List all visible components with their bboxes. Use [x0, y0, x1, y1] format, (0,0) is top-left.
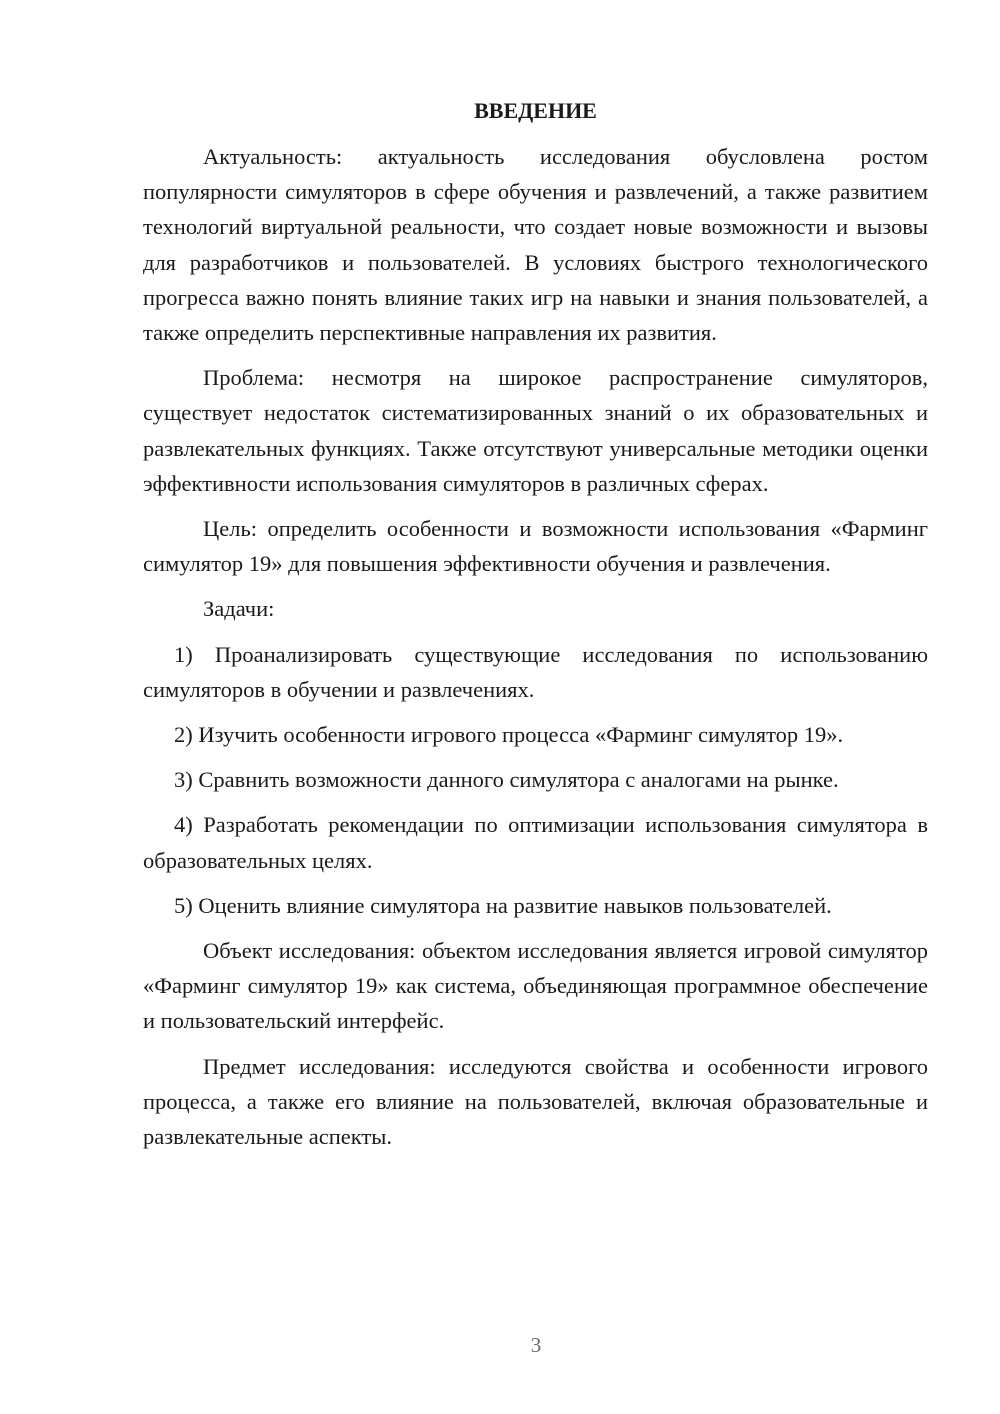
paragraph-object: Объект исследования: объектом исследования является игровой симулятор «Фарминг симулятор 19» как система, объединяющая программное обеспечение и пользовательский интерфейс. [143, 938, 928, 1034]
page-number: 3 [530, 1333, 542, 1357]
paragraph-subject: Предмет исследования: исследуются свойства и особенности игрового процесса, а также его влияние на пользователей, включая образовательные и развлекательные аспекты. [143, 1053, 928, 1150]
page-body [143, 93, 928, 1164]
task-item: 4) Разработать рекомендации по оптимизации использования симулятора в образовательных целях. [143, 812, 928, 873]
paragraph-problem: Проблема: несмотря на широкое распространение симуляторов, существует недостаток систематизированных знаний о их образовательных и развлекательных функциях. Также отсутствуют универсальные методики оценки эффективности использования симуляторов в различных сферах. [143, 365, 928, 496]
section-title: ВВЕДЕНИЕ [474, 98, 597, 123]
task-item: 5) Оценить влияние симулятора на развитие навыков пользователей. [174, 892, 832, 918]
task-item: 1) Проанализировать существующие исследования по использованию симуляторов в обучении и развлечениях. [143, 641, 928, 702]
paragraph-relevance: Актуальность: актуальность исследования обусловлена ростом популярности симуляторов в сфере обучения и развлечений, а также развитием технологий виртуальной реальности, что создает новые возможности и вызовы для разработчиков и пользователей. В условиях быстрого технологического прогресса важно понять влияние таких игр на навыки и знания пользователей, а также определить перспективные направления их развития. [143, 144, 928, 346]
task-item: 3) Сравнить возможности данного симулятора с аналогами на рынке. [174, 767, 839, 793]
tasks-heading: Задачи: [203, 596, 275, 622]
paragraph-goal: Цель: определить особенности и возможности использования «Фарминг симулятор 19» для повышения эффективности обучения и развлечения. [143, 516, 928, 577]
task-item: 2) Изучить особенности игрового процесса «Фарминг симулятор 19». [174, 722, 844, 748]
